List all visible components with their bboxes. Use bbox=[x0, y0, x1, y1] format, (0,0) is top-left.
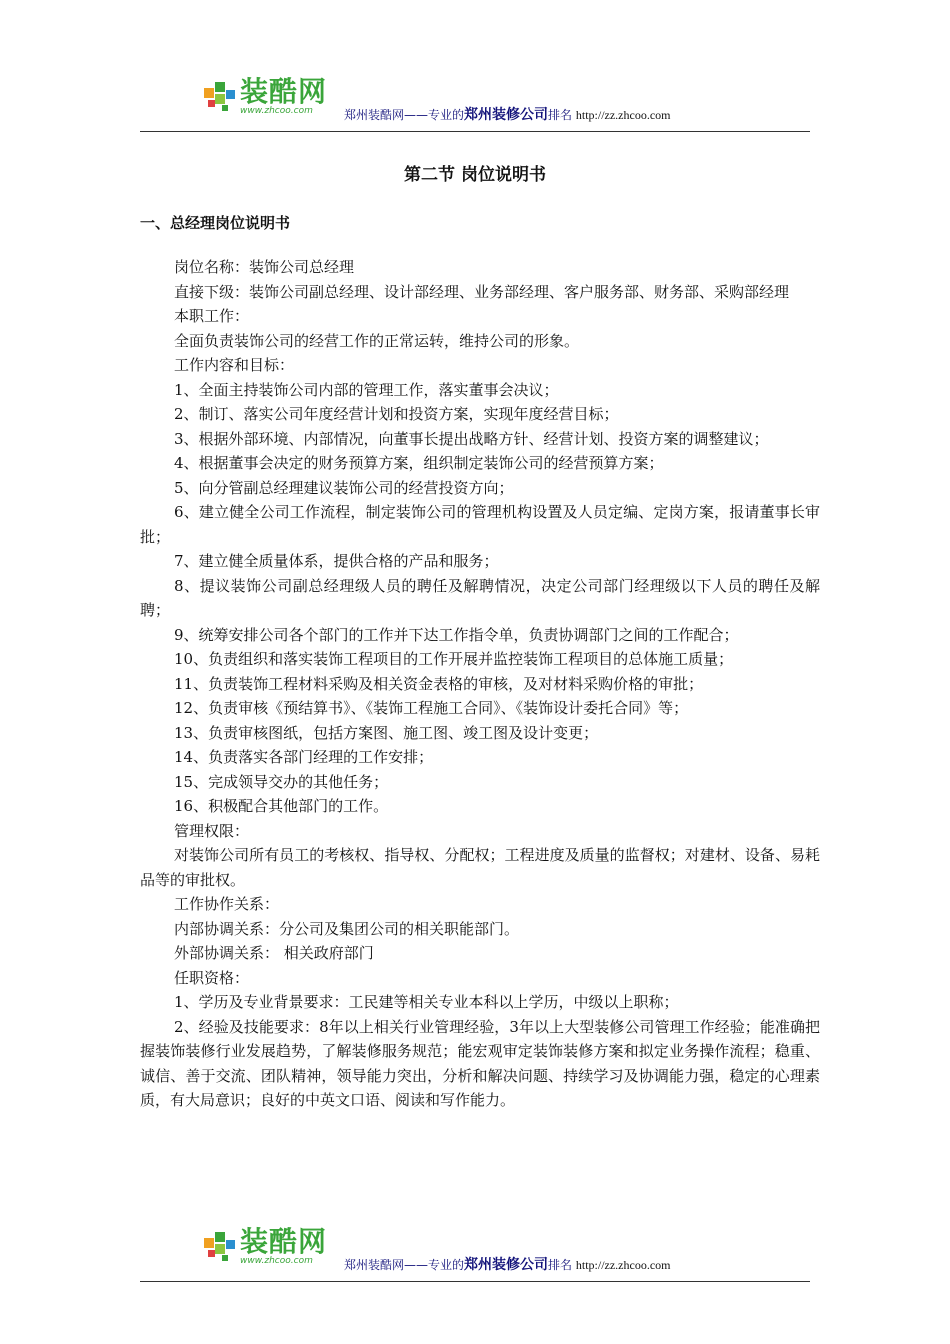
paragraph: 1、学历及专业背景要求：工民建等相关专业本科以上学历，中级以上职称； bbox=[174, 993, 679, 1011]
tagline-bold: 郑州装修公司 bbox=[464, 107, 549, 123]
company-logo bbox=[202, 72, 342, 122]
header-tagline bbox=[344, 104, 671, 124]
tagline-prefix: 郑州装酷网——专业的 bbox=[344, 108, 465, 122]
tagline-bold: 郑州装修公司 bbox=[464, 1257, 549, 1273]
tagline-prefix: 郑州装酷网——专业的 bbox=[344, 1258, 465, 1272]
paragraph: 1、全面主持装饰公司内部的管理工作，落实董事会决议； bbox=[174, 380, 559, 399]
paragraph: 8、提议装饰公司副总经理级人员的聘任及解聘情况，决定公司部门经理级以下人员的聘任及解聘； bbox=[140, 576, 820, 619]
paragraph: 外部协调关系： 相关政府部门 bbox=[174, 944, 374, 962]
page-footer bbox=[140, 1220, 810, 1282]
paragraph: 内部协调关系：分公司及集团公司的相关职能部门。 bbox=[174, 919, 520, 938]
tagline-suffix: 排名 bbox=[548, 108, 573, 122]
paragraph: 13、负责审核图纸，包括方案图、施工图、竣工图及设计变更； bbox=[174, 723, 599, 742]
header-link[interactable]: http://zz.zhcoo.com bbox=[575, 108, 671, 122]
paragraph: 4、根据董事会决定的财务预算方案，组织制定装饰公司的经营预算方案； bbox=[174, 454, 664, 472]
section-heading: 一、总经理岗位说明书 bbox=[140, 214, 291, 232]
footer-tagline bbox=[344, 1254, 671, 1274]
logo-cube-icon bbox=[202, 1228, 236, 1264]
paragraph: 2、经验及技能要求：8年以上相关行业管理经验，3年以上大型装修公司管理工作经验；能准确把握装饰装修行业发展趋势，了解装修服务规范；能宏观审定装饰装修方案和拟定业务操作流程；稳重、诚信、善于交流、团队精神，领导能力突出，分析和解决问题、持续学习及协调能力强，稳定的心理素质，有大局意识；良好的中英文口语、阅读和写作能力。 bbox=[140, 1017, 820, 1109]
paragraph: 工作协作关系： bbox=[174, 895, 280, 913]
footer-link[interactable]: http://zz.zhcoo.com bbox=[575, 1258, 671, 1272]
paragraph: 本职工作： bbox=[174, 307, 250, 325]
paragraph: 3、根据外部环境、内部情况，向董事长提出战略方针、经营计划、投资方案的调整建议； bbox=[174, 429, 769, 448]
paragraph: 11、负责装饰工程材料采购及相关资金表格的审核，及对材料采购价格的审批； bbox=[174, 674, 704, 693]
paragraph: 岗位名称：装饰公司总经理 bbox=[174, 258, 355, 276]
company-logo bbox=[202, 1222, 342, 1272]
paragraph: 14、负责落实各部门经理的工作安排； bbox=[174, 748, 434, 766]
tagline-suffix: 排名 bbox=[548, 1258, 573, 1272]
paragraph: 全面负责装饰公司的经营工作的正常运转，维持公司的形象。 bbox=[174, 331, 580, 350]
logo-url: www.zhcoo.com bbox=[240, 1256, 313, 1266]
paragraph: 直接下级：装饰公司副总经理、设计部经理、业务部经理、客户服务部、财务部、采购部经理 bbox=[174, 282, 790, 301]
logo-text: 装酷网 bbox=[240, 75, 328, 108]
paragraph: 对装饰公司所有员工的考核权、指导权、分配权；工程进度及质量的监督权；对建材、设备、易耗品等的审批权。 bbox=[140, 846, 820, 889]
paragraph: 9、统筹安排公司各个部门的工作并下达工作指令单，负责协调部门之间的工作配合； bbox=[174, 625, 739, 644]
page-header bbox=[140, 70, 810, 132]
logo-text: 装酷网 bbox=[240, 1225, 328, 1258]
paragraph: 7、建立健全质量体系，提供合格的产品和服务； bbox=[174, 552, 499, 570]
paragraph: 管理权限： bbox=[174, 821, 250, 840]
page-title: 第二节 岗位说明书 bbox=[404, 165, 546, 185]
document-body bbox=[140, 255, 820, 1113]
logo-cube-icon bbox=[202, 78, 236, 114]
paragraph: 6、建立健全公司工作流程，制定装饰公司的管理机构设置及人员定编、定岗方案，报请董事长审批； bbox=[140, 503, 820, 546]
paragraph: 5、向分管副总经理建议装饰公司的经营投资方向； bbox=[174, 478, 514, 497]
logo-url: www.zhcoo.com bbox=[240, 106, 313, 116]
paragraph: 15、完成领导交办的其他任务； bbox=[174, 772, 389, 791]
header-divider bbox=[140, 131, 810, 132]
paragraph: 2、制订、落实公司年度经营计划和投资方案，实现年度经营目标； bbox=[174, 405, 619, 423]
paragraph: 12、负责审核《预结算书》、《装饰工程施工合同》、《装饰设计委托合同》等； bbox=[174, 699, 689, 717]
paragraph: 工作内容和目标： bbox=[174, 356, 295, 374]
paragraph: 10、负责组织和落实装饰工程项目的工作开展并监控装饰工程项目的总体施工质量； bbox=[174, 650, 734, 668]
paragraph: 16、积极配合其他部门的工作。 bbox=[174, 797, 389, 815]
footer-divider bbox=[140, 1281, 810, 1282]
paragraph: 任职资格： bbox=[174, 968, 250, 987]
